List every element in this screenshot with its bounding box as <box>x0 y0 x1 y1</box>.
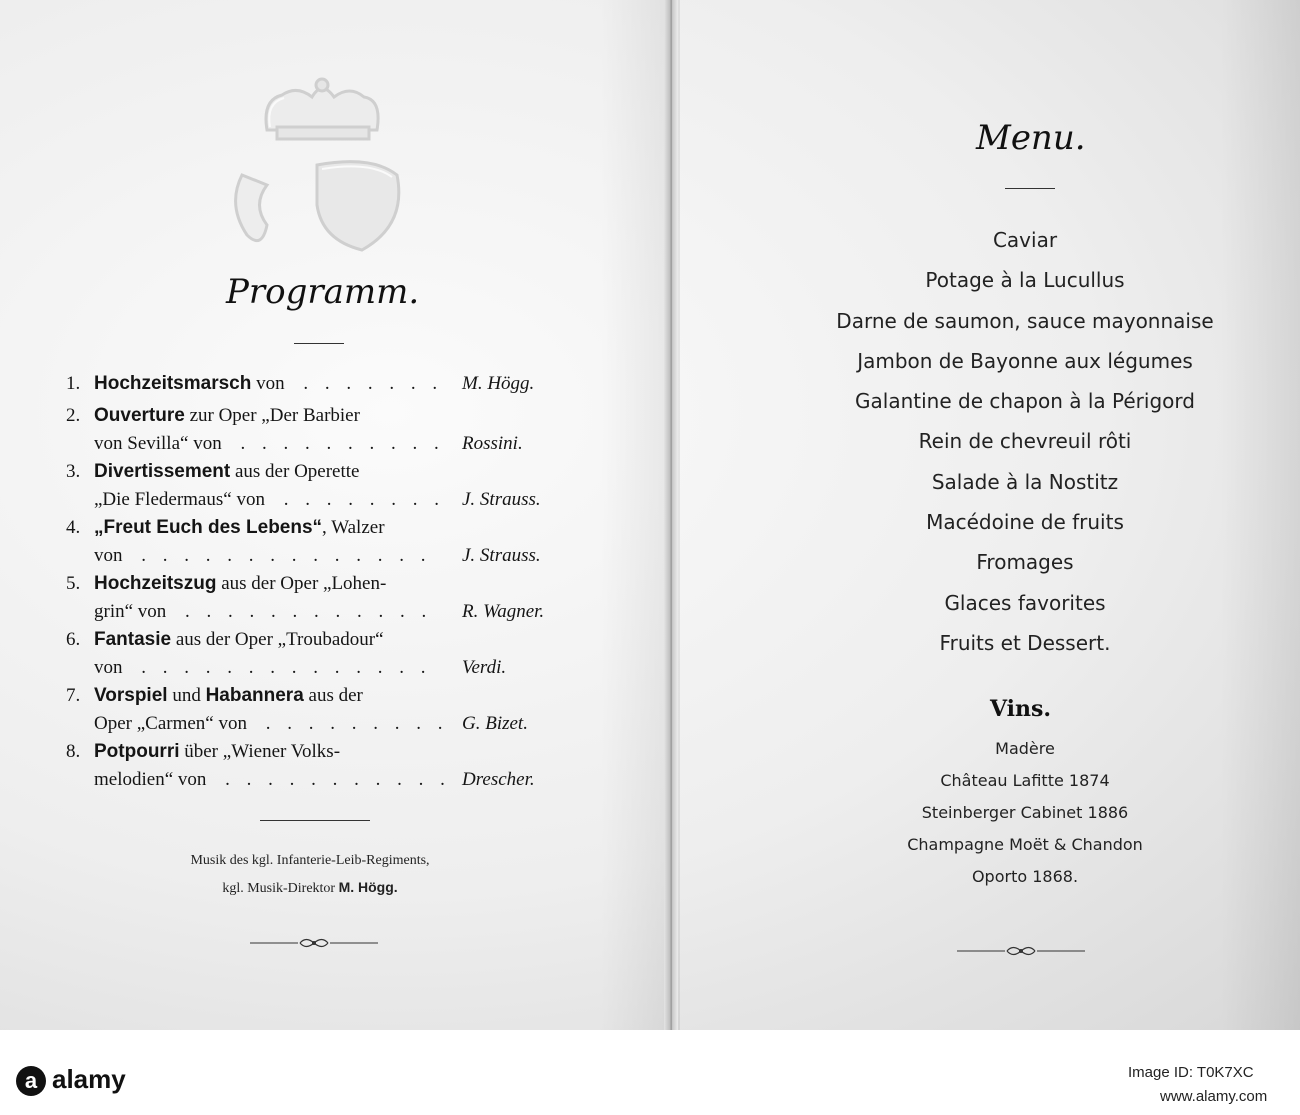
programm-item-text: aus der Oper „Troubadour“ <box>171 629 384 650</box>
programm-item-line <box>66 458 576 486</box>
programm-composer: J. Strauss. <box>462 489 541 510</box>
menu-title-rule <box>1005 188 1055 189</box>
credits <box>130 848 490 900</box>
credit-line-2 <box>130 874 490 900</box>
programm-item-text: aus der <box>303 685 363 706</box>
programm-composer: Rossini. <box>462 433 523 454</box>
wine-item: Champagne Moët & Chandon <box>907 835 1143 854</box>
programm-item <box>66 738 576 794</box>
dish-item: Salade à la Nostitz <box>931 469 1119 494</box>
wine-item: Oporto 1868. <box>971 867 1079 886</box>
programm-item-text: grin“ von <box>94 601 167 622</box>
programm-composer: R. Wagner. <box>462 601 545 622</box>
alamy-url: www.alamy.com <box>1160 1088 1268 1105</box>
programm-composer: Drescher. <box>462 769 535 790</box>
programm-item-line <box>66 486 576 514</box>
leader-dots: . . . . . . . . . . . <box>214 769 451 790</box>
programm-item-line <box>66 370 576 398</box>
programm-item-bold: Fantasie <box>94 629 172 650</box>
programm-item <box>66 626 576 682</box>
programm-item-line <box>66 766 576 794</box>
alamy-wordmark: alamy <box>52 1064 126 1094</box>
dish-item: Fromages <box>976 550 1074 575</box>
alamy-logo-mark: a <box>16 1066 46 1096</box>
programm-item-line <box>66 570 576 598</box>
programm-item-text: „Die Fledermaus“ von <box>94 489 265 510</box>
dish-item: Fruits et Dessert. <box>939 630 1111 655</box>
dish-item: Jambon de Bayonne aux légumes <box>857 348 1193 373</box>
programm-item-line <box>66 710 576 738</box>
dish-item: Galantine de chapon à la Périgord <box>855 389 1195 414</box>
programm-item <box>66 682 576 738</box>
programm-item-text: von <box>94 657 123 678</box>
wines-title: Vins. <box>990 696 1052 722</box>
programm-item-line <box>66 542 576 570</box>
wine-list <box>850 733 1200 893</box>
programm-item-bold: Vorspiel <box>94 685 168 706</box>
programm-item <box>66 402 576 458</box>
programm-item-text: über „Wiener Volks- <box>179 741 341 762</box>
programm-item <box>66 514 576 570</box>
right-ornament <box>955 942 1087 960</box>
credit-director: M. Högg. <box>338 879 398 895</box>
programm-item-bold: Divertissement <box>94 461 231 482</box>
dish-item: Glaces favorites <box>944 590 1106 615</box>
programm-item-text: , Walzer <box>322 517 385 538</box>
programm-item-bold: Hochzeitszug <box>94 573 217 594</box>
watermark-bar <box>0 1030 1300 1115</box>
programm-item-line <box>66 514 576 542</box>
programm-item-line <box>66 598 576 626</box>
programm-item-bold: Hochzeitsmarsch <box>94 373 252 394</box>
programm-item-line <box>66 738 576 766</box>
programm-composer: G. Bizet. <box>462 713 528 734</box>
dish-item: Darne de saumon, sauce mayonnaise <box>836 308 1214 333</box>
wine-item: Steinberger Cabinet 1886 <box>921 803 1129 822</box>
programm-item <box>66 570 576 626</box>
programm-item-text: von <box>251 373 285 394</box>
programm-item-number: 6. <box>66 629 81 650</box>
programm-item-number: 8. <box>66 741 81 762</box>
menu-title: Menu. <box>976 118 1086 158</box>
programm-item-line <box>66 430 576 458</box>
credit-line-2-prefix: kgl. Musik-Direktor <box>222 881 339 896</box>
programm-item-text: melodien“ von <box>94 769 207 790</box>
programm-item <box>66 370 576 398</box>
programm-item-text: Oper „Carmen“ von <box>94 713 247 734</box>
leader-dots: . . . . . . . . . . . . . . <box>130 657 432 678</box>
programm-item-number: 5. <box>66 573 81 594</box>
crown-crest-emblem <box>222 75 422 260</box>
dish-item: Macédoine de fruits <box>926 510 1124 535</box>
leader-dots: . . . . . . . <box>292 373 444 394</box>
programm-item-text: von <box>94 545 123 566</box>
programm-composer: Verdi. <box>462 657 507 678</box>
leader-dots: . . . . . . . . <box>272 489 445 510</box>
programm-item-number: 4. <box>66 517 81 538</box>
programm-item-number: 3. <box>66 461 81 482</box>
programm-item-number: 7. <box>66 685 81 706</box>
leader-dots: . . . . . . . . . . . . <box>174 601 433 622</box>
dish-item: Caviar <box>992 228 1058 252</box>
programm-item <box>66 458 576 514</box>
dish-item: Potage à la Lucullus <box>925 268 1125 293</box>
leader-dots: . . . . . . . . . <box>255 713 449 734</box>
programm-item-text: von Sevilla“ von <box>94 433 222 454</box>
programm-item-text: und <box>167 685 206 706</box>
programm-item-bold: Potpourri <box>94 741 180 762</box>
programm-title-rule <box>294 343 344 344</box>
programm-item-text: aus der Oper „Lohen- <box>216 573 387 594</box>
image-id: Image ID: T0K7XC <box>1128 1064 1254 1081</box>
dish-item: Rein de chevreuil rôti <box>918 429 1132 454</box>
programm-composer: J. Strauss. <box>462 545 541 566</box>
programm-item-number: 1. <box>66 373 81 394</box>
left-ornament <box>248 934 380 952</box>
leader-dots: . . . . . . . . . . . . . . <box>130 545 432 566</box>
center-fold <box>664 0 678 1030</box>
programm-title: Programm. <box>226 272 420 312</box>
programm-item-bold: „Freut Euch des Lebens“ <box>94 517 323 538</box>
programm-item-text: zur Oper „Der Barbier <box>184 405 360 426</box>
programm-item-line <box>66 682 576 710</box>
programm-end-rule <box>260 820 370 821</box>
programm-item-text: aus der Operette <box>230 461 360 482</box>
programm-item-bold: Ouverture <box>94 405 185 426</box>
programm-item-line <box>66 654 576 682</box>
dish-list <box>790 220 1260 663</box>
wine-item: Madère <box>995 739 1055 758</box>
programm-item-bold: Habannera <box>205 685 304 706</box>
programm-item-line <box>66 626 576 654</box>
leader-dots: . . . . . . . . . . <box>229 433 445 454</box>
programm-item-line <box>66 402 576 430</box>
programm-composer: M. Högg. <box>462 373 535 394</box>
credit-line-1: Musik des kgl. Infanterie-Leib-Regiments, <box>190 853 430 868</box>
alamy-logo <box>16 1064 126 1096</box>
programm-item-number: 2. <box>66 405 81 426</box>
wine-item: Château Lafitte 1874 <box>940 771 1110 790</box>
